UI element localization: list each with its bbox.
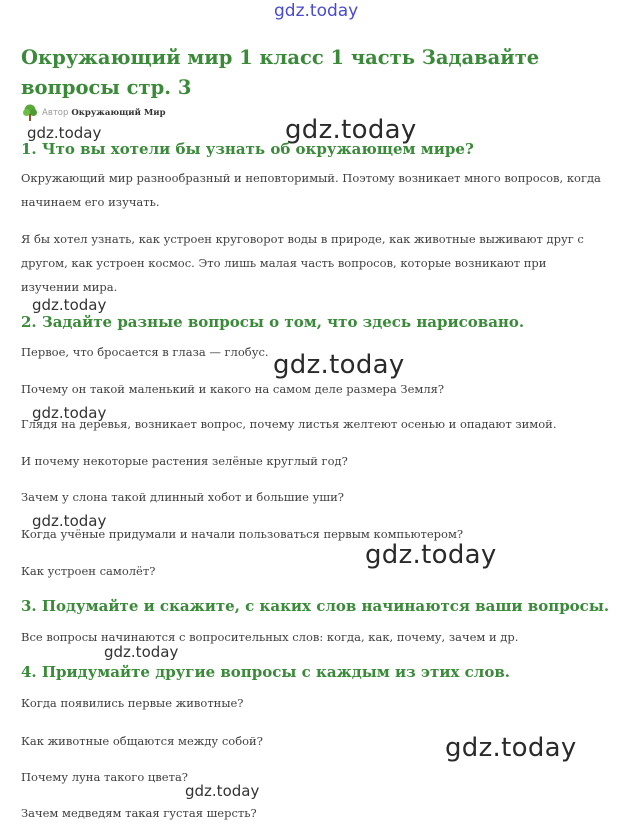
watermark: gdz.today [185,782,260,800]
answer-paragraph: Когда появились первые животные? [21,696,244,710]
question-heading-2: 2. Задайте разные вопросы о том, что здесь нарисовано. [21,313,525,331]
watermark: gdz.today [32,512,107,530]
answer-paragraph: Зачем у слона такой длинный хобот и большие уши? [21,490,344,504]
watermark: gdz.today [273,350,405,380]
answer-paragraph: Зачем медведям такая густая шерсть? [21,806,257,820]
answer-paragraph: Я бы хотел узнать, как устроен круговорот воды в природе, как животные выживают друг с другом, как устроен космос. Это лишь малая часть вопросов, которые возникают при изучении мира. [21,232,584,294]
tree-icon [22,104,38,122]
watermark: gdz.today [32,296,107,314]
answer-paragraph: Когда учёные придумали и начали пользоваться первым компьютером? [21,527,464,541]
question-heading-3: 3. Подумайте и скажите, с каких слов начинаются ваши вопросы. [21,597,610,615]
question-heading-4: 4. Придумайте другие вопросы с каждым из этих слов. [21,663,510,681]
watermark: gdz.today [365,540,497,570]
watermark-top: gdz.today [274,1,359,21]
answer-paragraph: И почему некоторые растения зелёные круглый год? [21,454,348,468]
answer-paragraph: Как устроен самолёт? [21,564,156,578]
watermark: gdz.today [27,124,102,142]
answer-paragraph: Почему он такой маленький и какого на самом деле размера Земля? [21,382,445,396]
answer-paragraph: Почему луна такого цвета? [21,770,188,784]
watermark: gdz.today [285,115,417,145]
answer-paragraph: Первое, что бросается в глаза — глобус. [21,345,269,359]
watermark: gdz.today [104,643,179,661]
answer-paragraph: Все вопросы начинаются с вопросительных слов: когда, как, почему, зачем и др. [21,630,519,644]
watermark: gdz.today [445,733,577,763]
answer-paragraph: Как животные общаются между собой? [21,734,263,748]
answer-paragraph: Окружающий мир разнообразный и неповторимый. Поэтому возникает много вопросов, когда начинаем его изучать. [21,171,601,209]
author-line [22,103,166,123]
author-label: Автор [42,108,69,118]
page-title: Окружающий мир 1 класс 1 часть Задавайте вопросы стр. 3 [21,46,540,100]
watermark: gdz.today [32,404,107,422]
answer-paragraph: Глядя на деревья, возникает вопрос, почему листья желтеют осенью и опадают зимой. [21,417,557,431]
author-name[interactable]: Окружающий Мир [71,108,166,118]
question-heading-1: 1. Что вы хотели бы узнать об окружающем мире? [21,140,474,158]
